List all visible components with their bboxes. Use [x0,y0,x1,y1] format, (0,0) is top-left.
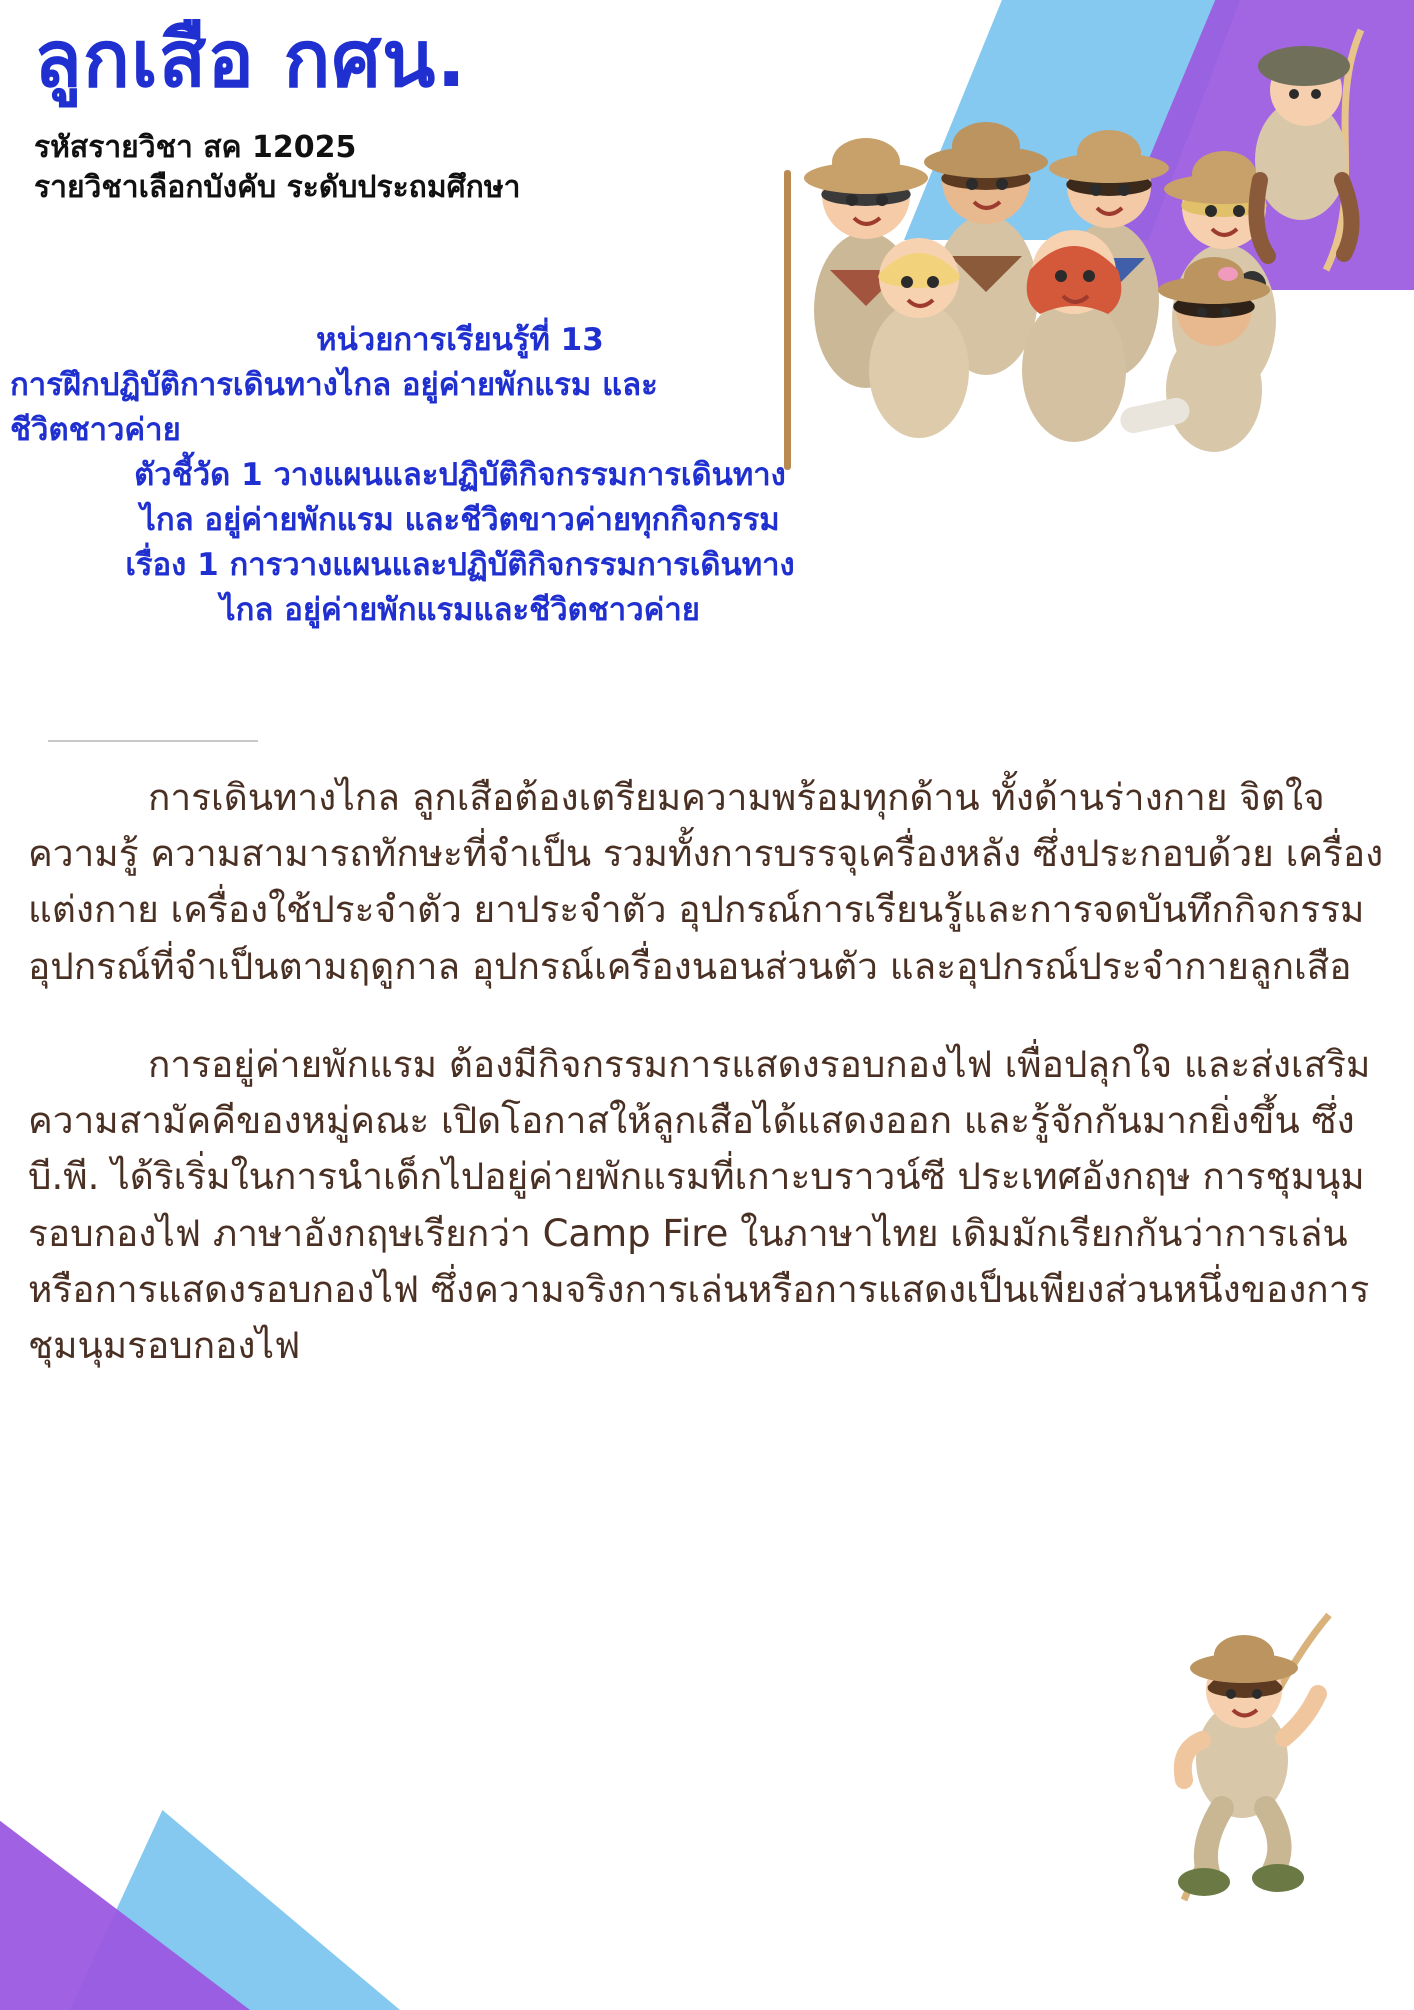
indicator-line-2: ไกล อยู่ค่ายพักแรม และชีวิตขาวค่ายทุกกิจกรรม [140,501,780,538]
unit-heading-block [10,318,910,633]
document-header [34,15,814,209]
decor-bottom-left-blue [70,1810,400,2010]
unit-topic-line-2: ชีวิตชาวค่าย [10,411,181,448]
course-type: รายวิชาเลือกบังคับ ระดับประถมศึกษา [34,170,521,206]
unit-topic-line-1: การฝึกปฏิบัติการเดินทางไกล อยู่ค่ายพักแรม และ [10,366,658,403]
paragraph-1-text: การเดินทางไกล ลูกเสือต้องเตรียมความพร้อมทุกด้าน ทั้งด้านร่างกาย จิตใจ ความรู้ ความสามารถทักษะที่จำเป็น รวมทั้งการบรรจุเครื่องหลัง ซึ่งประกอบด้วย เครื่องแต่งกาย เครื่องใช้ประจำตัว ยาประจำตัว อุปกรณ์การเรียนรู้และการจดบันทึกกิจกรรม อุปกรณ์ที่จำเป็นตามฤดูกาล อุปกรณ์เครื่องนอนส่วนตัว และอุปกรณ์ประจำกายลูกเสือ [28,776,1384,988]
divider [48,740,258,742]
topic-line-1: เรื่อง 1 การวางแผนและปฏิบัติกิจกรรมการเดินทาง [125,546,795,583]
paragraph-2 [28,1037,1388,1374]
unit-number: หน่วยการเรียนรู้ที่ 13 [316,322,604,358]
topic-line-2: ไกล อยู่ค่ายพักแรมและชีวิตชาวค่าย [220,591,700,628]
page-title: ลูกเสือ กศน. [34,15,467,105]
indicator-line-1: ตัวชี้วัด 1 วางแผนและปฏิบัติกิจกรรมการเดินทาง [134,456,786,493]
climbing-scout-illustration [1124,1610,1354,1910]
decor-bottom-left-purple [0,1770,250,2010]
paragraph-2-text: การอยู่ค่ายพักแรม ต้องมีกิจกรรมการแสดงรอบกองไฟ เพื่อปลุกใจ และส่งเสริมความสามัคคีของหมู่คณะ เปิดโอกาสให้ลูกเสือได้แสดงออก และรู้จักกันมากยิ่งขึ้น ซึ่ง บี.พี. ได้ริเริ่มในการนำเด็กไปอยู่ค่ายพักแรมที่เกาะบราวน์ซี ประเทศอังกฤษ การชุมนุมรอบกองไฟ ภาษาอังกฤษเรียกว่า Camp Fire ในภาษาไทย เดิมมักเรียกกันว่าการเล่นหรือการแสดงรอบกองไฟ ซึ่งความจริงการเล่นหรือการแสดงเป็นเพียงส่วนหนึ่งของการชุมนุมรอบกองไฟ [28,1042,1371,1368]
course-code: รหัสรายวิชา สค 12025 [34,129,357,165]
paragraph-1 [28,770,1388,995]
body-content [28,770,1388,1416]
